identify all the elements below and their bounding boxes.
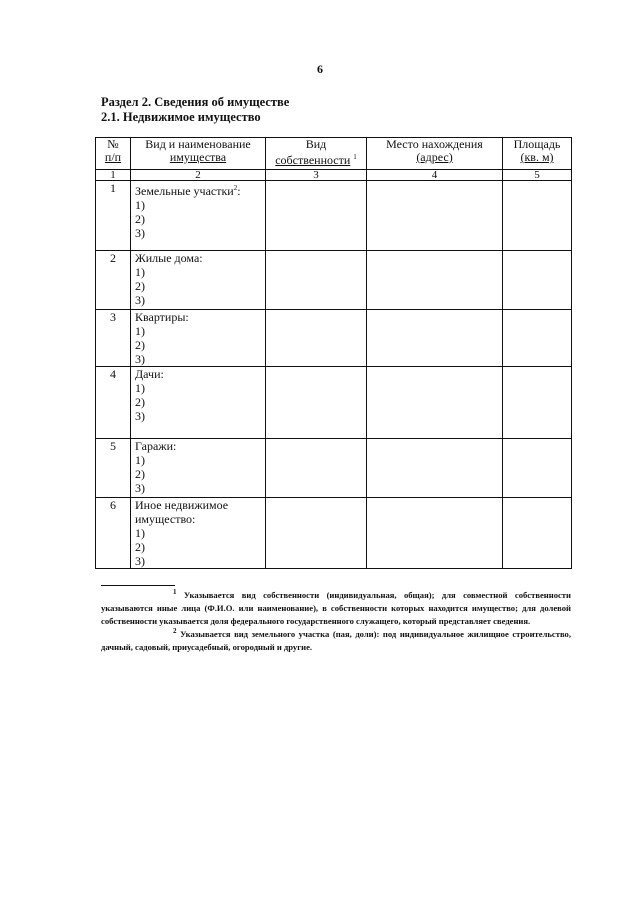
sub-item: 2) bbox=[135, 212, 145, 226]
header-ownership-type: Вид собственности $^1$ bbox=[266, 138, 367, 170]
area-cell[interactable] bbox=[503, 367, 572, 439]
page-number: 6 bbox=[317, 62, 323, 76]
header-property-type: Вид и наименование имущества bbox=[131, 138, 266, 170]
footnote-2: $^2$ Указывается вид земельного участка (пая, доли): под индивидуальное жилищное строительство, дачный, садовый, приусадебный, огородный и другие. bbox=[101, 627, 571, 652]
column-number-row bbox=[96, 170, 572, 181]
ownership-type-cell[interactable] bbox=[266, 181, 367, 251]
row-number: 2 bbox=[96, 251, 131, 310]
sub-item: 2) bbox=[135, 338, 145, 352]
section-title: Раздел 2. Сведения об имуществе bbox=[101, 95, 290, 109]
sub-item: 3) bbox=[135, 352, 145, 366]
sub-item: 1) bbox=[135, 453, 145, 467]
property-type-cell[interactable] bbox=[131, 310, 266, 367]
row-number: 6 bbox=[96, 498, 131, 569]
sub-item: 3) bbox=[135, 409, 145, 423]
row-title: Гаражи: bbox=[135, 439, 177, 453]
sub-item: 1) bbox=[135, 324, 145, 338]
footnote-1: $^1$ Указывается вид собственности (индивидуальная, общая); для совместной собственности указываются иные лица (Ф.И.О. или наименование), в собственности которых находится имущество; для долевой собственности указывается доля федерального государственного служащего, который представляет сведения. bbox=[101, 588, 571, 626]
column-number: 4 bbox=[367, 170, 503, 181]
row-title: Квартиры: bbox=[135, 310, 189, 324]
property-type-cell[interactable] bbox=[131, 439, 266, 498]
property-type-cell[interactable] bbox=[131, 498, 266, 569]
area-cell[interactable] bbox=[503, 181, 572, 251]
sub-item: 3) bbox=[135, 293, 145, 307]
column-number: 3 bbox=[266, 170, 367, 181]
row-title: Земельные участки$^2$: bbox=[135, 184, 241, 198]
ownership-type-cell[interactable] bbox=[266, 439, 367, 498]
table-row bbox=[96, 367, 572, 439]
header-location: Место нахождения (адрес) bbox=[367, 138, 503, 170]
sub-item: 2) bbox=[135, 467, 145, 481]
location-cell[interactable] bbox=[367, 367, 503, 439]
property-type-cell[interactable] bbox=[131, 367, 266, 439]
row-title: Дачи: bbox=[135, 367, 164, 381]
header-number: № п/п bbox=[96, 138, 131, 170]
table-row bbox=[96, 181, 572, 251]
area-cell[interactable] bbox=[503, 439, 572, 498]
sub-item: 1) bbox=[135, 265, 145, 279]
table-header-row bbox=[96, 138, 572, 170]
location-cell[interactable] bbox=[367, 439, 503, 498]
row-number: 3 bbox=[96, 310, 131, 367]
column-number: 5 bbox=[503, 170, 572, 181]
subsection-title: 2.1. Недвижимое имущество bbox=[101, 110, 261, 124]
table-row bbox=[96, 439, 572, 498]
area-cell[interactable] bbox=[503, 251, 572, 310]
column-number: 2 bbox=[131, 170, 266, 181]
sub-item: 2) bbox=[135, 395, 145, 409]
location-cell[interactable] bbox=[367, 310, 503, 367]
location-cell[interactable] bbox=[367, 181, 503, 251]
table-row bbox=[96, 498, 572, 569]
location-cell[interactable] bbox=[367, 498, 503, 569]
ownership-type-cell[interactable] bbox=[266, 251, 367, 310]
sub-item: 1) bbox=[135, 381, 145, 395]
area-cell[interactable] bbox=[503, 498, 572, 569]
sub-item: 1) bbox=[135, 526, 145, 540]
row-number: 1 bbox=[96, 181, 131, 251]
table-row bbox=[96, 251, 572, 310]
row-title: Иное недвижимое имущество: bbox=[135, 498, 229, 526]
ownership-type-cell[interactable] bbox=[266, 367, 367, 439]
area-cell[interactable] bbox=[503, 310, 572, 367]
property-type-cell[interactable] bbox=[131, 181, 266, 251]
row-title: Жилые дома: bbox=[135, 251, 203, 265]
sub-item: 2) bbox=[135, 279, 145, 293]
location-cell[interactable] bbox=[367, 251, 503, 310]
sub-item: 3) bbox=[135, 226, 145, 240]
property-type-cell[interactable] bbox=[131, 251, 266, 310]
sub-item: 2) bbox=[135, 540, 145, 554]
header-area: Площадь (кв. м) bbox=[503, 138, 572, 170]
sub-item: 3) bbox=[135, 554, 145, 568]
ownership-type-cell[interactable] bbox=[266, 498, 367, 569]
sub-item: 3) bbox=[135, 481, 145, 495]
row-number: 5 bbox=[96, 439, 131, 498]
ownership-type-cell[interactable] bbox=[266, 310, 367, 367]
sub-item: 1) bbox=[135, 198, 145, 212]
column-number: 1 bbox=[96, 170, 131, 181]
table-row bbox=[96, 310, 572, 367]
real-estate-table bbox=[95, 137, 572, 569]
row-number: 4 bbox=[96, 367, 131, 439]
